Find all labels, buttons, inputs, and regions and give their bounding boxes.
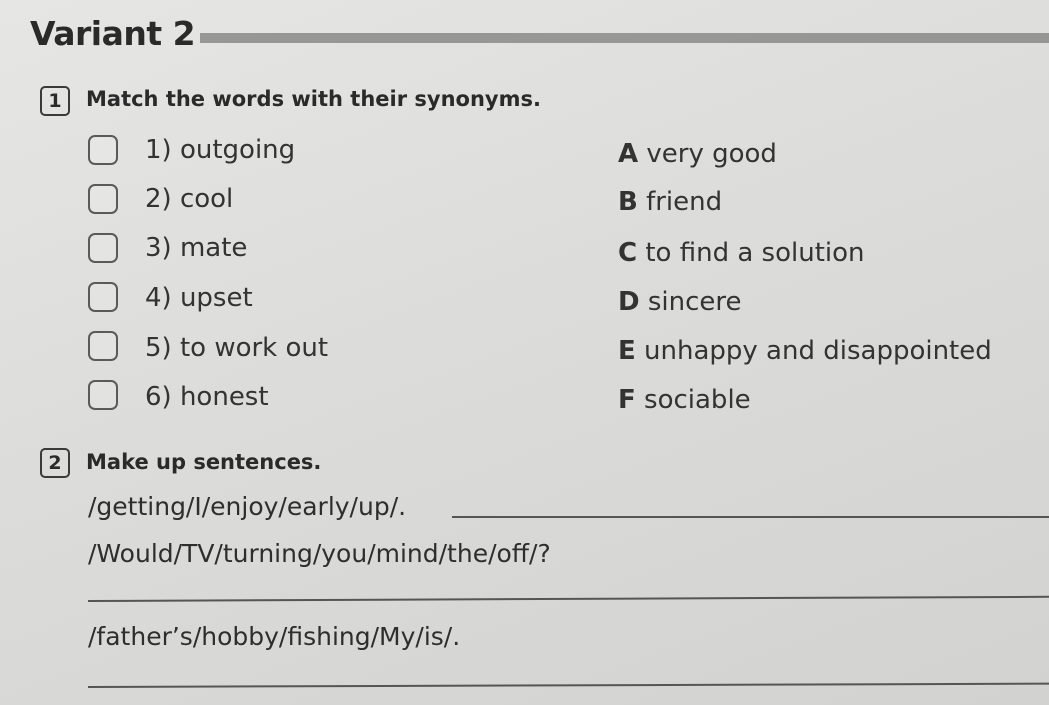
synonym-item-c — [618, 238, 865, 268]
word-item-5: 5) to work out — [145, 333, 329, 363]
variant-title: Variant 2 — [30, 14, 196, 53]
word-item-4: 4) upset — [145, 283, 253, 313]
synonym-item-d — [618, 287, 742, 317]
synonym-letter: F — [618, 385, 636, 415]
synonym-letter: E — [618, 336, 636, 366]
synonym-text: friend — [646, 187, 723, 217]
task-1-number: 1 — [40, 86, 70, 116]
synonym-letter: B — [618, 187, 638, 217]
title-divider — [200, 33, 1049, 43]
answer-box-2[interactable] — [88, 184, 118, 214]
task-2-instruction: Make up sentences. — [86, 450, 322, 474]
word-item-6: 6) honest — [145, 382, 269, 412]
scrambled-sentence-2: /Would/TV/turning/you/mind/the/off/? — [88, 539, 551, 568]
answer-line-2[interactable] — [88, 596, 1049, 602]
synonym-item-a — [618, 139, 777, 169]
synonym-letter: A — [618, 139, 639, 169]
synonym-item-e — [618, 336, 992, 366]
word-item-3: 3) mate — [145, 233, 248, 263]
scrambled-sentence-1: /getting/I/enjoy/early/up/. — [88, 492, 407, 521]
task-1-instruction: Match the words with their synonyms. — [86, 87, 541, 111]
synonym-text: unhappy and disappointed — [644, 336, 992, 366]
answer-box-6[interactable] — [88, 380, 118, 410]
answer-box-4[interactable] — [88, 282, 118, 312]
synonym-item-b — [618, 187, 722, 217]
answer-box-1[interactable] — [88, 135, 118, 165]
synonym-text: sincere — [647, 287, 742, 317]
synonym-letter: C — [618, 238, 638, 268]
word-item-1: 1) outgoing — [145, 135, 296, 165]
word-item-2: 2) cool — [145, 184, 234, 214]
answer-box-3[interactable] — [88, 233, 118, 263]
synonym-item-f — [618, 385, 751, 415]
synonym-text: to find a solution — [645, 238, 865, 268]
answer-line-3[interactable] — [88, 683, 1049, 688]
synonym-letter: D — [618, 287, 640, 317]
task-2-number: 2 — [40, 448, 70, 478]
answer-box-5[interactable] — [88, 331, 118, 361]
answer-line-1[interactable] — [452, 516, 1049, 518]
scrambled-sentence-3: /father’s/hobby/fishing/My/is/. — [88, 622, 461, 651]
synonym-text: very good — [646, 139, 777, 169]
synonym-text: sociable — [644, 385, 751, 415]
